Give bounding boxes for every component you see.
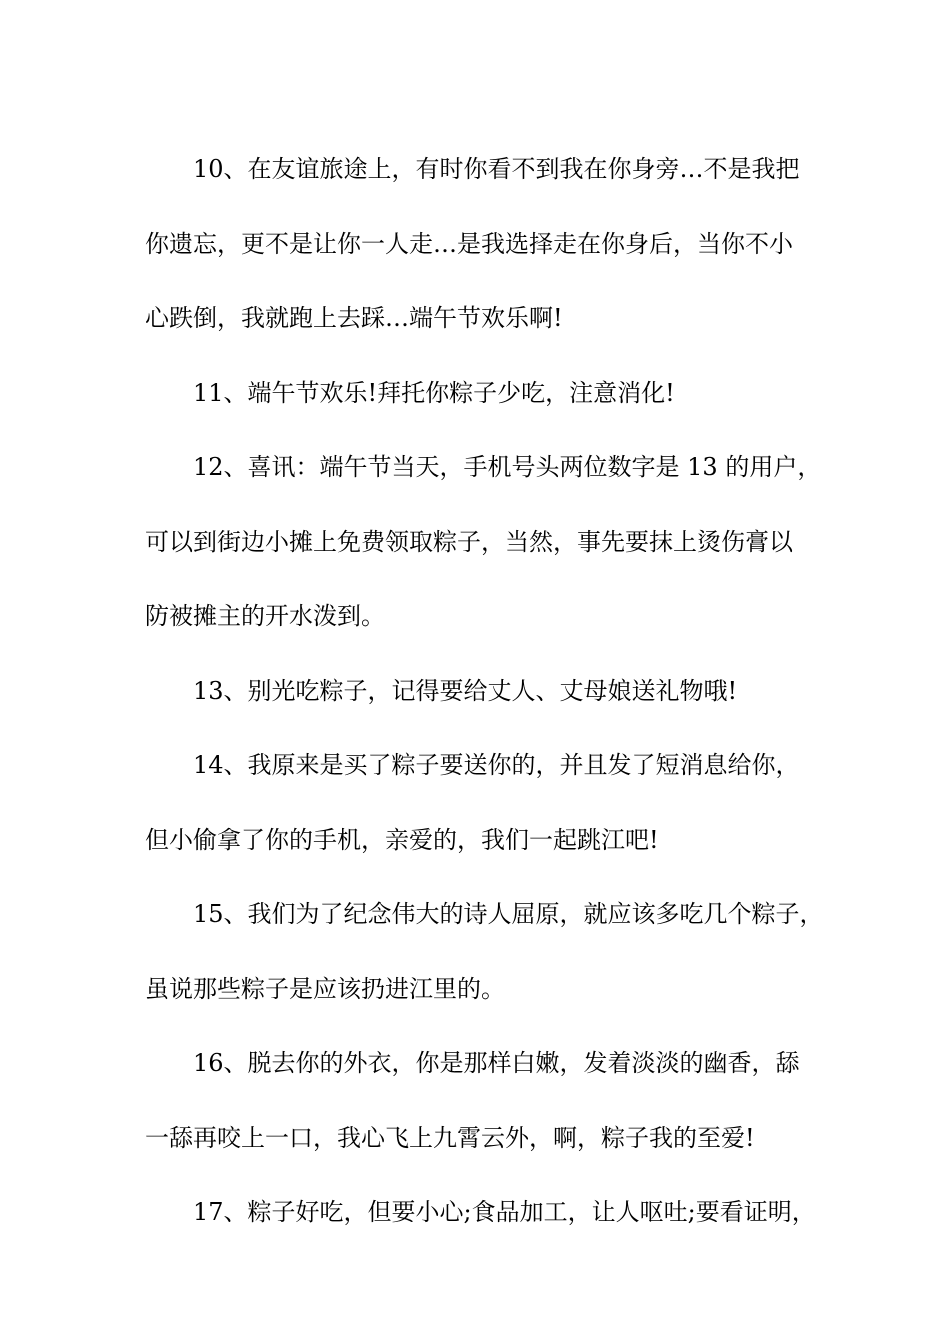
text-line: 可以到街边小摊上免费领取粽子，当然，事先要抹上烫伤膏以 (145, 527, 793, 556)
text-line: 16、脱去你的外衣，你是那样白嫩，发着淡淡的幽香，舔 (193, 1049, 800, 1077)
paragraph-13 (145, 654, 835, 729)
paragraph-16 (145, 1026, 835, 1175)
paragraph-17 (145, 1175, 835, 1250)
text-line: 13、别光吃粽子，记得要给丈人、丈母娘送礼物哦! (193, 676, 738, 705)
text-line: 17、粽子好吃，但要小心;食品加工，让人呕吐;要看证明， (193, 1198, 816, 1226)
text-line: 你遗忘，更不是让你一人走…是我选择走在你身后，当你不小 (145, 229, 793, 258)
text-line: 15、我们为了纪念伟大的诗人屈原，就应该多吃几个粽子， (193, 900, 824, 928)
text-line: 防被摊主的开水泼到。 (145, 602, 385, 630)
paragraph-11 (145, 356, 835, 431)
paragraph-10 (145, 132, 835, 356)
text-line: 11、端午节欢乐!拜托你粽子少吃，注意消化! (193, 378, 675, 407)
text-line: 虽说那些粽子是应该扔进江里的。 (145, 974, 505, 1003)
text-line: 14、我原来是买了粽子要送你的，并且发了短消息给你， (193, 751, 800, 779)
text-line: 心跌倒，我就跑上去踩…端午节欢乐啊! (145, 304, 563, 332)
document-body (145, 132, 835, 1250)
paragraph-15 (145, 877, 835, 1026)
paragraph-12 (145, 430, 835, 654)
text-line: 但小偷拿了你的手机，亲爱的，我们一起跳江吧! (145, 825, 659, 854)
paragraph-14 (145, 728, 835, 877)
text-line: 10、在友谊旅途上，有时你看不到我在你身旁…不是我把 (193, 155, 800, 183)
text-line: 12、喜讯：端午节当天，手机号头两位数字是 13 的用户， (193, 453, 822, 481)
text-line: 一舔再咬上一口，我心飞上九霄云外，啊，粽子我的至爱! (145, 1123, 755, 1152)
